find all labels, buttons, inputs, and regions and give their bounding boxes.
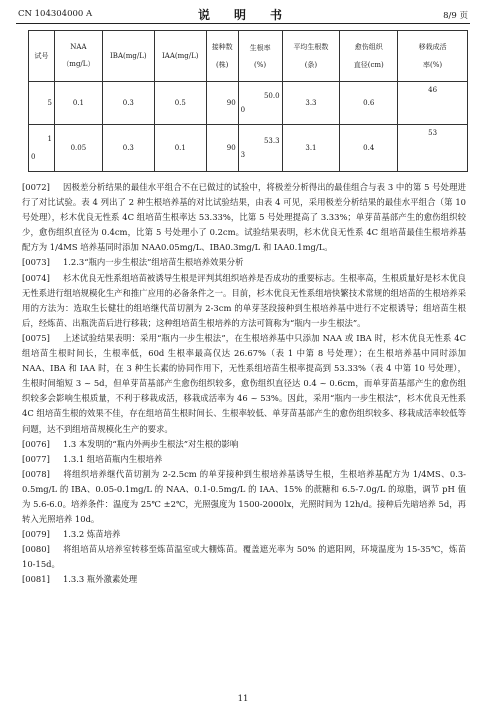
cell-naa: 0.05	[54, 125, 102, 172]
cell-naa: 0.1	[54, 82, 102, 125]
paragraph-0076: [0076] 1.3 本发明的“瓶内外两步生根法”对生根的影响	[22, 438, 239, 449]
table-header-row	[29, 31, 468, 82]
paragraph-0075: [0075] 上述试验结果表明：采用“瓶内一步生根法”，在生根培养基中只添加 NAA 或 IBA 时，杉木优良无性系 4C 组培苗生根时间长，生根率低，60d 生根率最高仅达 26.67%（表 1 中第 8 号处理）；在生根培养基中同时添加 NAA、IBA 和 IAA 时，在 3 种生长素的协同作用下，无性系组培苗生根率提高到 53.33%（表 4 中第 10 号处理），生根时间缩短 3 ~ 5d，但单芽苗基部产生愈伤组织较多，愈伤组织直径达 0.4 ~ 0.6cm，而单芽苗基部产生的愈伤组织较多会影响生根质量，不利于移栽成活，移栽成活率为 46 ~ 53%。因此，采用“瓶内一步生根法”，杉木优良无性系 4C 组培苗生根的效果不佳，存在组培苗生根时间长、生根率较低、单芽苗基部产生的愈伤组织较多、移栽成活率较低等问题，达不到组培苗规模化生产的要求。	[22, 332, 466, 434]
table-row	[29, 82, 468, 125]
paragraph-0073: [0073] 1.2.3“瓶内一步生根法”组培苗生根培养效果分析	[22, 257, 244, 268]
cell-iba: 0.3	[102, 82, 154, 125]
header-test-no: 试号	[29, 31, 55, 82]
header-avg-roots: 平均生根数 (条)	[282, 31, 340, 82]
cell-test-no: 1 0	[29, 125, 55, 172]
paragraph-0072: [0072] 因极差分析结果的最佳水平组合不在已做过的试验中，将极差分析得出的最佳组合与表 3 中的第 5 号处理进行了对比试验。表 4 列出了 2 种生根培养基的对比试验结果，由表 4 可见，采用极差分析结果的最佳水平组合（第 10 号处理），杉木优良无性系 4C 组培苗生根率达 53.33%，比第 5 号处理提高了 3.33%；单芽苗基部产生的愈伤组织较少，愈伤组织直径为 0.4cm，比第 5 号处理小了 0.2cm。试验结果表明，杉木优良无性系 4C 组培苗最佳生根培养基配方为 1/4MS 培养基同时添加 NAA0.05mg/L、IBA0.3mg/L 和 IAA0.1mg/L。	[22, 182, 466, 253]
cell-avg-roots: 3.1	[282, 125, 340, 172]
page-indicator: 8/9 页	[443, 11, 468, 21]
cell-iba: 0.3	[102, 125, 154, 172]
cell-avg-roots: 3.3	[282, 82, 340, 125]
cell-test-no: 5	[29, 82, 55, 125]
cell-iaa: 0.1	[154, 125, 206, 172]
doc-number: CN 104304000 A	[18, 9, 93, 19]
cell-callus: 0.6	[340, 82, 398, 125]
cell-rooting-rate: 50.0 0	[238, 82, 282, 125]
paragraph-0077: [0077] 1.3.1 组培苗瓶内生根培养	[22, 453, 163, 464]
header-transplant: 移栽成活 率(%)	[398, 31, 468, 82]
header-iaa: IAA(mg/L)	[154, 31, 206, 82]
paragraph-0078: [0078] 将组织培养继代苗切割为 2-2.5cm 的单芽接种到生根培养基诱导生根，生根培养基配方为 1/4MS、0.3-0.5mg/L 的 IBA、0.05-0.1mg/L 的 NAA、0.1-0.5mg/L 的 IAA、15% 的蔗糖和 6.5-7.0g/L 的琼脂，调节 pH 值为 5.6-6.0。培养条件：温度为 25℃ ±2℃，光照强度为 1500-2000lx，光照时间为 12h/d。接种后先暗培养 5d，再转入光照培养 10d。	[22, 468, 466, 525]
cell-iaa: 0.5	[154, 82, 206, 125]
header-rule	[16, 23, 470, 24]
cell-callus: 0.4	[340, 125, 398, 172]
header-iba: IBA(mg/L)	[102, 31, 154, 82]
header-count: 接种数 (株)	[206, 31, 238, 82]
header-callus: 愈伤组织 直径(cm)	[340, 31, 398, 82]
header-naa: NAA （mg/L）	[54, 31, 102, 82]
paragraph-0074: [0074] 杉木优良无性系组培苗被诱导生根是评判其组织培养是否成功的重要标志。生根率高，生根质量好是杉木优良无性系进行组培规模化生产和推广应用的必备条件之一。目前，杉木优良无性系组培快繁技术常规的组培苗的生根培养采用的方法为：选取生长健壮的组培继代苗切割为 2-3cm 的单芽茎段接种到生根培养基中进行不定根诱导；组培苗生根后，经炼苗、出瓶洗苗后进行移栽；这种组培苗生根培养的方法可简称为“瓶内一步生根法”。	[22, 272, 466, 328]
table-row	[29, 125, 468, 172]
page-number: 11	[237, 694, 249, 704]
cell-count: 90	[206, 82, 238, 125]
header-rooting-rate: 生根率 (%)	[238, 31, 282, 82]
page-title: 说 明 书	[197, 8, 288, 22]
rooting-comparison-table	[28, 30, 468, 172]
paragraph-0081: [0081] 1.3.3 瓶外激素处理	[22, 574, 138, 585]
paragraph-0079: [0079] 1.3.2 炼苗培养	[22, 529, 121, 540]
paragraph-0080: [0080] 将组培苗从培养室转移至炼苗温室或大棚炼苗。覆盖遮光率为 50% 的遮阳网，环境温度为 15-35℃，炼苗 10-15d。	[22, 544, 466, 570]
cell-count: 90	[206, 125, 238, 172]
cell-rooting-rate: 53.3 3	[238, 125, 282, 172]
cell-transplant: 46	[398, 82, 468, 125]
cell-transplant: 53	[398, 125, 468, 172]
page-header	[16, 6, 470, 22]
document-body	[22, 180, 466, 588]
